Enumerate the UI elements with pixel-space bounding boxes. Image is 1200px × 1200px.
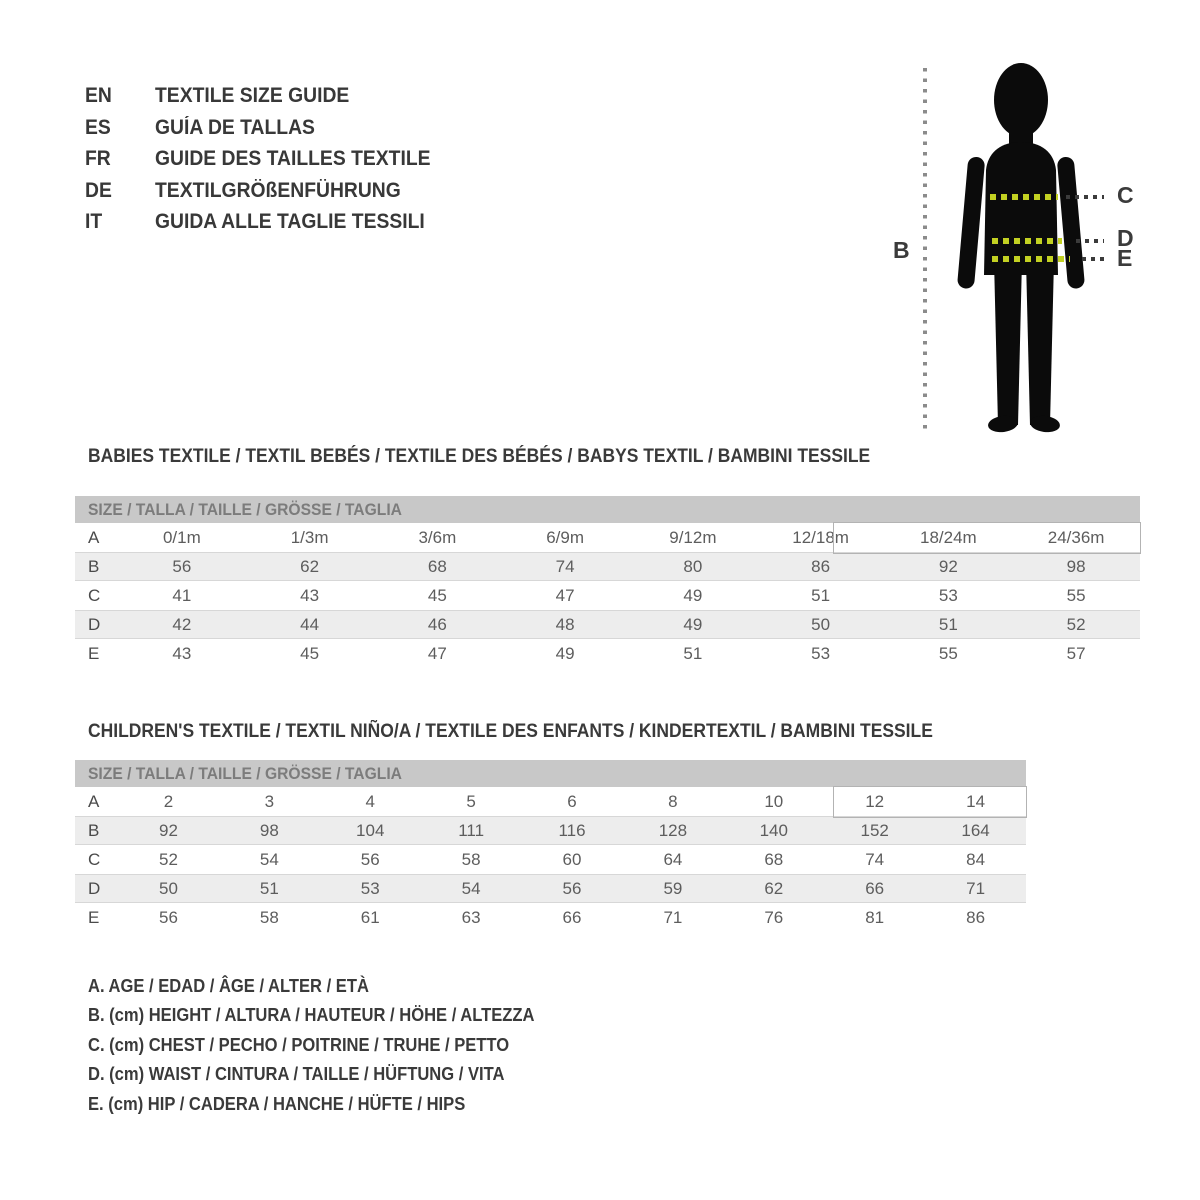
table-cell: 71 [663,907,683,927]
table-cell: 46 [427,614,447,634]
table-cell: 8 [668,791,678,811]
table-cell: 56 [158,907,178,927]
table-cell: 86 [966,907,986,927]
size-header-bar [75,760,1026,787]
table-row-hip [75,903,1026,932]
row-label: D [88,614,101,634]
table-cell: 41 [172,585,192,605]
legend-item-height-text: B. (cm) HEIGHT / ALTURA / HAUTEUR / HÖHE / ALTEZZA [88,1005,535,1026]
table-cell: 58 [259,907,279,927]
height-measure-label: B [893,237,910,263]
table-cell: 12/18m [792,527,849,547]
table-cell: 51 [683,643,703,663]
table-row-waist [75,610,1140,639]
table-cell: 1/3m [290,527,329,547]
row-label: B [88,556,100,576]
children-size-table [75,760,1026,932]
table-cell: 47 [427,643,447,663]
legend-item-age-text: A. AGE / EDAD / ÂGE / ALTER / ETÀ [88,976,369,996]
waist-measure-label: D [1117,225,1134,251]
table-cell: 61 [360,907,380,927]
table-cell: 6/9m [546,527,585,547]
table-cell: 62 [764,878,784,898]
table-cell: 52 [158,849,178,869]
table-cell: 55 [1066,585,1086,605]
table-cell: 58 [461,849,481,869]
table-cell: 42 [172,614,192,634]
table-cell: 50 [158,878,178,898]
table-cell: 24/36m [1047,527,1105,547]
table-cell: 56 [562,878,582,898]
language-code: EN [85,84,112,107]
table-cell: 53 [938,585,958,605]
table-cell: 68 [764,849,784,869]
table-cell: 116 [558,820,586,840]
table-cell: 74 [555,556,575,576]
table-cell: 45 [300,643,320,663]
table-cell: 62 [300,556,320,576]
table-cell: 128 [658,820,688,840]
size-header-label: SIZE / TALLA / TAILLE / GRÖSSE / TAGLIA [88,499,402,519]
babies-section-title-text: BABIES TEXTILE / TEXTIL BEBÉS / TEXTILE DES BÉBÉS / BABYS TEXTIL / BAMBINI TESSILE [88,446,871,467]
table-cell: 6 [567,791,577,811]
table-cell: 84 [966,849,986,869]
table-row-age [75,787,1026,816]
legend-item-chest-text: C. (cm) CHEST / PECHO / POITRINE / TRUHE / PETTO [88,1034,510,1055]
table-cell: 52 [1066,614,1086,634]
language-code: DE [85,178,112,202]
table-cell: 3 [264,791,275,811]
legend-item-hip [88,1094,573,1123]
table-cell: 76 [764,907,784,927]
table-cell: 0/1m [162,527,201,547]
table-cell: 12 [865,791,885,811]
table-cell: 49 [555,643,575,663]
legend-item-height [88,1005,573,1034]
table-cell: 49 [683,614,703,634]
legend-item-waist [88,1064,573,1093]
language-code: FR [85,147,111,171]
table-cell: 51 [938,614,958,634]
table-cell: 140 [759,820,788,840]
table-cell: 64 [663,849,683,869]
table-cell: 49 [683,585,703,605]
row-label: E [88,643,100,663]
table-cell: 92 [158,820,178,840]
table-cell: 59 [663,878,683,898]
page-title-fr: GUIDE DES TAILLES TEXTILE [155,147,431,171]
table-cell: 98 [259,820,279,840]
table-row-hip [75,639,1140,668]
legend-item-waist-text: D. (cm) WAIST / CINTURA / TAILLE / HÜFTUNG / VITA [88,1064,505,1085]
table-cell: 66 [865,878,885,898]
table-cell: 51 [811,585,831,605]
table-cell: 98 [1066,556,1086,576]
table-cell: 3/6m [418,527,457,547]
page-title-it: GUIDA ALLE TAGLIE TESSILI [155,210,425,234]
measurement-legend [88,976,573,1123]
table-cell: 14 [966,791,986,811]
hip-measure-label: E [1117,245,1133,271]
babies-section-title [88,446,938,468]
row-label: A [88,527,100,547]
table-cell: 60 [562,849,582,869]
table-row-waist [75,874,1026,903]
table-cell: 54 [259,849,279,869]
language-code: IT [85,210,103,234]
children-section-title-text: CHILDREN'S TEXTILE / TEXTIL NIÑO/A / TEXTILE DES ENFANTS / KINDERTEXTIL / BAMBINI TESSILE [88,721,933,742]
table-cell: 47 [555,585,575,605]
table-row-height [75,816,1026,845]
table-cell: 80 [683,556,703,576]
table-cell: 152 [860,820,889,840]
table-cell: 44 [300,614,320,634]
table-cell: 104 [356,820,385,840]
table-cell: 63 [461,907,481,927]
table-row-height [75,552,1140,581]
page-title-es: GUÍA DE TALLAS [155,115,315,139]
table-cell: 18/24m [920,527,977,547]
child-figure-icon [957,63,1085,434]
chest-measure-label: C [1117,182,1134,208]
table-cell: 50 [811,614,831,634]
page-title: TEXTILE SIZE GUIDE [155,84,350,107]
table-cell: 9/12m [669,527,717,547]
table-cell: 10 [764,791,784,811]
table-cell: 86 [811,556,831,576]
table-row-chest [75,845,1026,874]
table-cell: 56 [172,556,192,576]
table-cell: 2 [163,791,174,811]
table-cell: 4 [365,791,375,811]
size-header-bar [75,496,1140,523]
row-label: D [88,878,101,898]
table-row-age [75,523,1140,552]
table-cell: 71 [966,878,986,898]
table-cell: 53 [360,878,380,898]
legend-item-hip-text: E. (cm) HIP / CADERA / HANCHE / HÜFTE / HIPS [88,1093,466,1114]
row-label: E [88,907,100,927]
table-cell: 74 [865,849,885,869]
table-cell: 54 [461,878,481,898]
language-code: ES [85,115,111,139]
table-row-chest [75,581,1140,610]
babies-size-table [75,496,1140,668]
table-cell: 43 [172,643,192,663]
table-cell: 56 [360,849,380,869]
table-cell: 81 [865,907,885,927]
children-section-title [88,721,1006,743]
row-label: A [88,791,100,811]
table-cell: 45 [427,585,447,605]
table-cell: 53 [811,643,831,663]
table-cell: 43 [300,585,320,605]
table-cell: 51 [259,878,279,898]
row-label: B [88,820,100,840]
table-cell: 92 [938,556,958,576]
page-title-de: TEXTILGRÖßENFÜHRUNG [155,178,401,202]
row-label: C [88,585,101,605]
legend-item-age [88,976,573,1005]
table-cell: 68 [427,556,447,576]
table-cell: 57 [1066,643,1086,663]
table-cell: 111 [458,820,485,840]
size-header-label: SIZE / TALLA / TAILLE / GRÖSSE / TAGLIA [88,763,402,783]
table-cell: 5 [466,791,476,811]
table-cell: 66 [562,907,582,927]
row-label: C [88,849,101,869]
table-cell: 164 [961,820,990,840]
child-silhouette-figure [880,55,1140,445]
legend-item-chest [88,1035,573,1064]
table-cell: 48 [555,614,575,634]
table-cell: 55 [938,643,958,663]
